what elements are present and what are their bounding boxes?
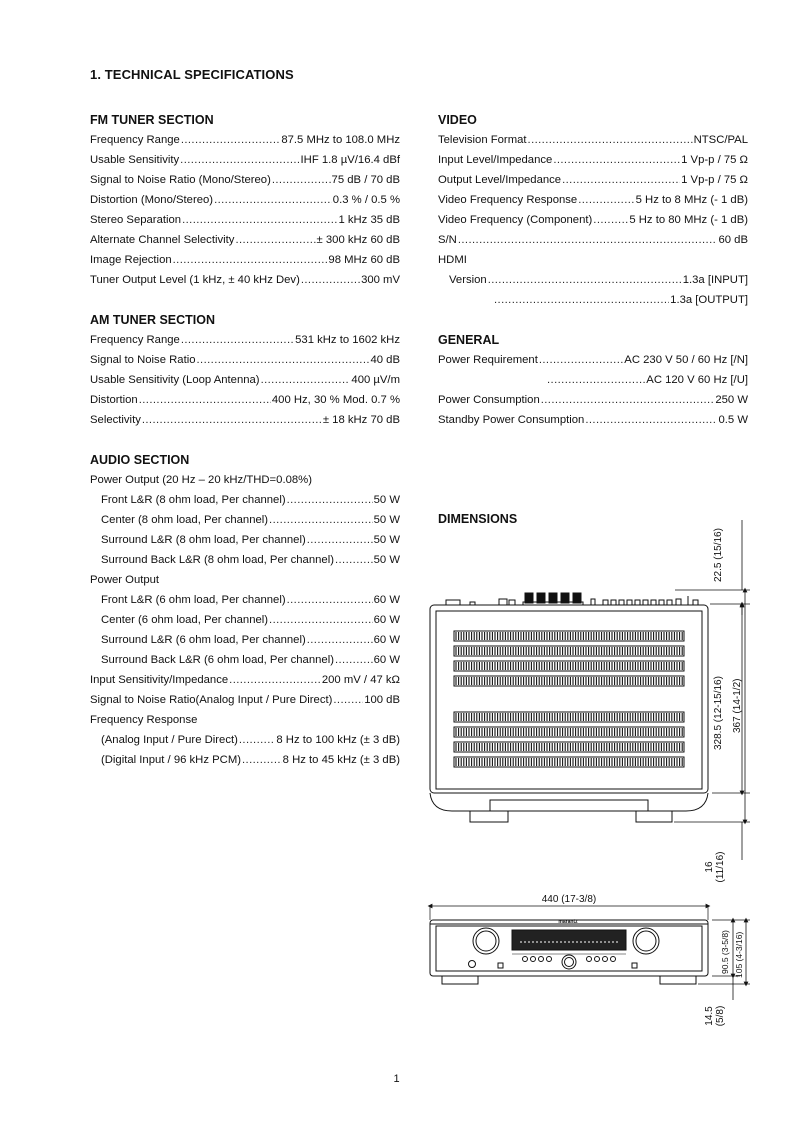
top-view-drawing bbox=[430, 593, 708, 822]
video-heading: VIDEO bbox=[438, 113, 477, 127]
page-title: 1. TECHNICAL SPECIFICATIONS bbox=[90, 67, 294, 82]
fm-spec-row: Frequency Range ..... 87.5 MHz to 108.0 MHz bbox=[90, 130, 400, 150]
top-clearance-label: 22.5 (15/16) bbox=[713, 528, 724, 582]
video-spec-row: S/N ..... 60 dB bbox=[438, 230, 748, 250]
general-spec-row: Standby Power Consumption ..... 0.5 W bbox=[438, 410, 748, 430]
audio-8ohm-row: Surround Back L&R (8 ohm load, Per channel) ..... 50 W bbox=[90, 550, 400, 570]
power-requirement-row: Power Requirement ..... AC 230 V 50 / 60 Hz [/N] bbox=[438, 350, 748, 370]
front-view-drawing bbox=[430, 905, 750, 1000]
power-requirement-row-2: ..... AC 120 V 60 Hz [/U] bbox=[438, 370, 748, 390]
general-heading: GENERAL bbox=[438, 333, 500, 347]
total-depth-label: 367 (14-1/2) bbox=[732, 678, 743, 733]
fm-spec-list bbox=[90, 130, 400, 290]
audio-6ohm-row: Front L&R (6 ohm load, Per channel) ..... 60 W bbox=[90, 590, 400, 610]
fm-spec-row: Usable Sensitivity ..... IHF 1.8 µV/16.4 dBf bbox=[90, 150, 400, 170]
audio-6ohm-row: Surround Back L&R (6 ohm load, Per channel) ..... 60 W bbox=[90, 650, 400, 670]
hdmi-version-input-row: Version ..... 1.3a [INPUT] bbox=[438, 270, 748, 290]
fm-heading: FM TUNER SECTION bbox=[90, 113, 214, 127]
am-spec-row: Frequency Range ..... 531 kHz to 1602 kHz bbox=[90, 330, 400, 350]
am-spec-row: Signal to Noise Ratio ..... 40 dB bbox=[90, 350, 400, 370]
am-spec-row: Usable Sensitivity (Loop Antenna) ..... 400 µV/m bbox=[90, 370, 400, 390]
speaker-terminals-icon bbox=[523, 593, 583, 605]
audio-6ohm-row: Surround L&R (6 ohm load, Per channel) ..... 60 W bbox=[90, 630, 400, 650]
audio-heading: AUDIO SECTION bbox=[90, 453, 190, 467]
audio-8ohm-row: Center (8 ohm load, Per channel) ..... 50 W bbox=[90, 510, 400, 530]
audio-8ohm-row: Front L&R (8 ohm load, Per channel) ..... 50 W bbox=[90, 490, 400, 510]
video-spec-row: Television Format ..... NTSC/PAL bbox=[438, 130, 748, 150]
general-spec-row: Power Consumption ..... 250 W bbox=[438, 390, 748, 410]
brand-logo: marantz bbox=[558, 919, 578, 925]
am-spec-row: Distortion ..... 400 Hz, 30 % Mod. 0.7 % bbox=[90, 390, 400, 410]
rear-connectors-icon bbox=[591, 596, 698, 605]
fm-spec-row: Signal to Noise Ratio (Mono/Stereo) ..... 75 dB / 70 dB bbox=[90, 170, 400, 190]
body-height-label: 90.5 (3-5/8) bbox=[720, 930, 730, 974]
audio-6ohm-row: Center (6 ohm load, Per channel) ..... 60 W bbox=[90, 610, 400, 630]
input-sensitivity-row: Input Sensitivity/Impedance ..... 200 mV / 47 kΩ bbox=[90, 670, 400, 690]
general-spec-list bbox=[438, 390, 748, 430]
am-spec-row: Selectivity ..... ± 18 kHz 70 dB bbox=[90, 410, 400, 430]
body-depth-label: 328.5 (12-15/16) bbox=[713, 676, 724, 750]
right-column bbox=[438, 110, 748, 430]
frequency-response-row: (Analog Input / Pure Direct) ..... 8 Hz to 100 kHz (± 3 dB) bbox=[90, 730, 400, 750]
width-label: 440 (17-3/8) bbox=[541, 894, 597, 905]
frequency-response-heading: Frequency Response bbox=[90, 714, 198, 726]
fm-spec-row: Stereo Separation ..... 1 kHz 35 dB bbox=[90, 210, 400, 230]
power-output-heading-1: Power Output (20 Hz – 20 kHz/THD=0.08%) bbox=[90, 474, 312, 486]
video-spec-row: Video Frequency Response ..... 5 Hz to 8 MHz (- 1 dB) bbox=[438, 190, 748, 210]
fm-spec-row: Alternate Channel Selectivity ..... ± 300 kHz 60 dB bbox=[90, 230, 400, 250]
audio-8ohm-list bbox=[90, 490, 400, 570]
ventilation-slots-icon bbox=[454, 631, 684, 767]
foot-height-label: 14.5(5/8) bbox=[704, 1005, 726, 1027]
fm-spec-row: Image Rejection ..... 98 MHz 60 dB bbox=[90, 250, 400, 270]
video-spec-row: Video Frequency (Component) ..... 5 Hz to 80 MHz (- 1 dB) bbox=[438, 210, 748, 230]
fm-spec-row: Tuner Output Level (1 kHz, ± 40 kHz Dev) ..... 300 mV bbox=[90, 270, 400, 290]
video-spec-row: Output Level/Impedance ..... 1 Vp-p / 75 Ω bbox=[438, 170, 748, 190]
page-number: 1 bbox=[393, 1073, 400, 1085]
video-spec-list bbox=[438, 130, 748, 250]
dimensions-heading: DIMENSIONS bbox=[438, 512, 518, 526]
audio-6ohm-list bbox=[90, 590, 400, 670]
hdmi-label: HDMI bbox=[438, 254, 467, 266]
frequency-response-row: (Digital Input / 96 kHz PCM) ..... 8 Hz to 45 kHz (± 3 dB) bbox=[90, 750, 400, 770]
video-spec-row: Input Level/Impedance ..... 1 Vp-p / 75 Ω bbox=[438, 150, 748, 170]
hdmi-version-output-row: ..... 1.3a [OUTPUT] bbox=[438, 290, 748, 310]
fm-spec-row: Distortion (Mono/Stereo) ..... 0.3 % / 0.5 % bbox=[90, 190, 400, 210]
am-spec-list bbox=[90, 330, 400, 430]
audio-8ohm-row: Surround L&R (8 ohm load, Per channel) ..... 50 W bbox=[90, 530, 400, 550]
am-heading: AM TUNER SECTION bbox=[90, 313, 215, 327]
frequency-response-list bbox=[90, 730, 400, 770]
left-column bbox=[90, 110, 400, 770]
total-height-label: 105 (4-3/16) bbox=[734, 931, 744, 978]
foot-depth-label: 16(11/16) bbox=[704, 851, 726, 883]
audio-snr-row: Signal to Noise Ratio(Analog Input / Pure Direct) ..... 100 dB bbox=[90, 690, 400, 710]
power-output-heading-2: Power Output bbox=[90, 574, 160, 586]
